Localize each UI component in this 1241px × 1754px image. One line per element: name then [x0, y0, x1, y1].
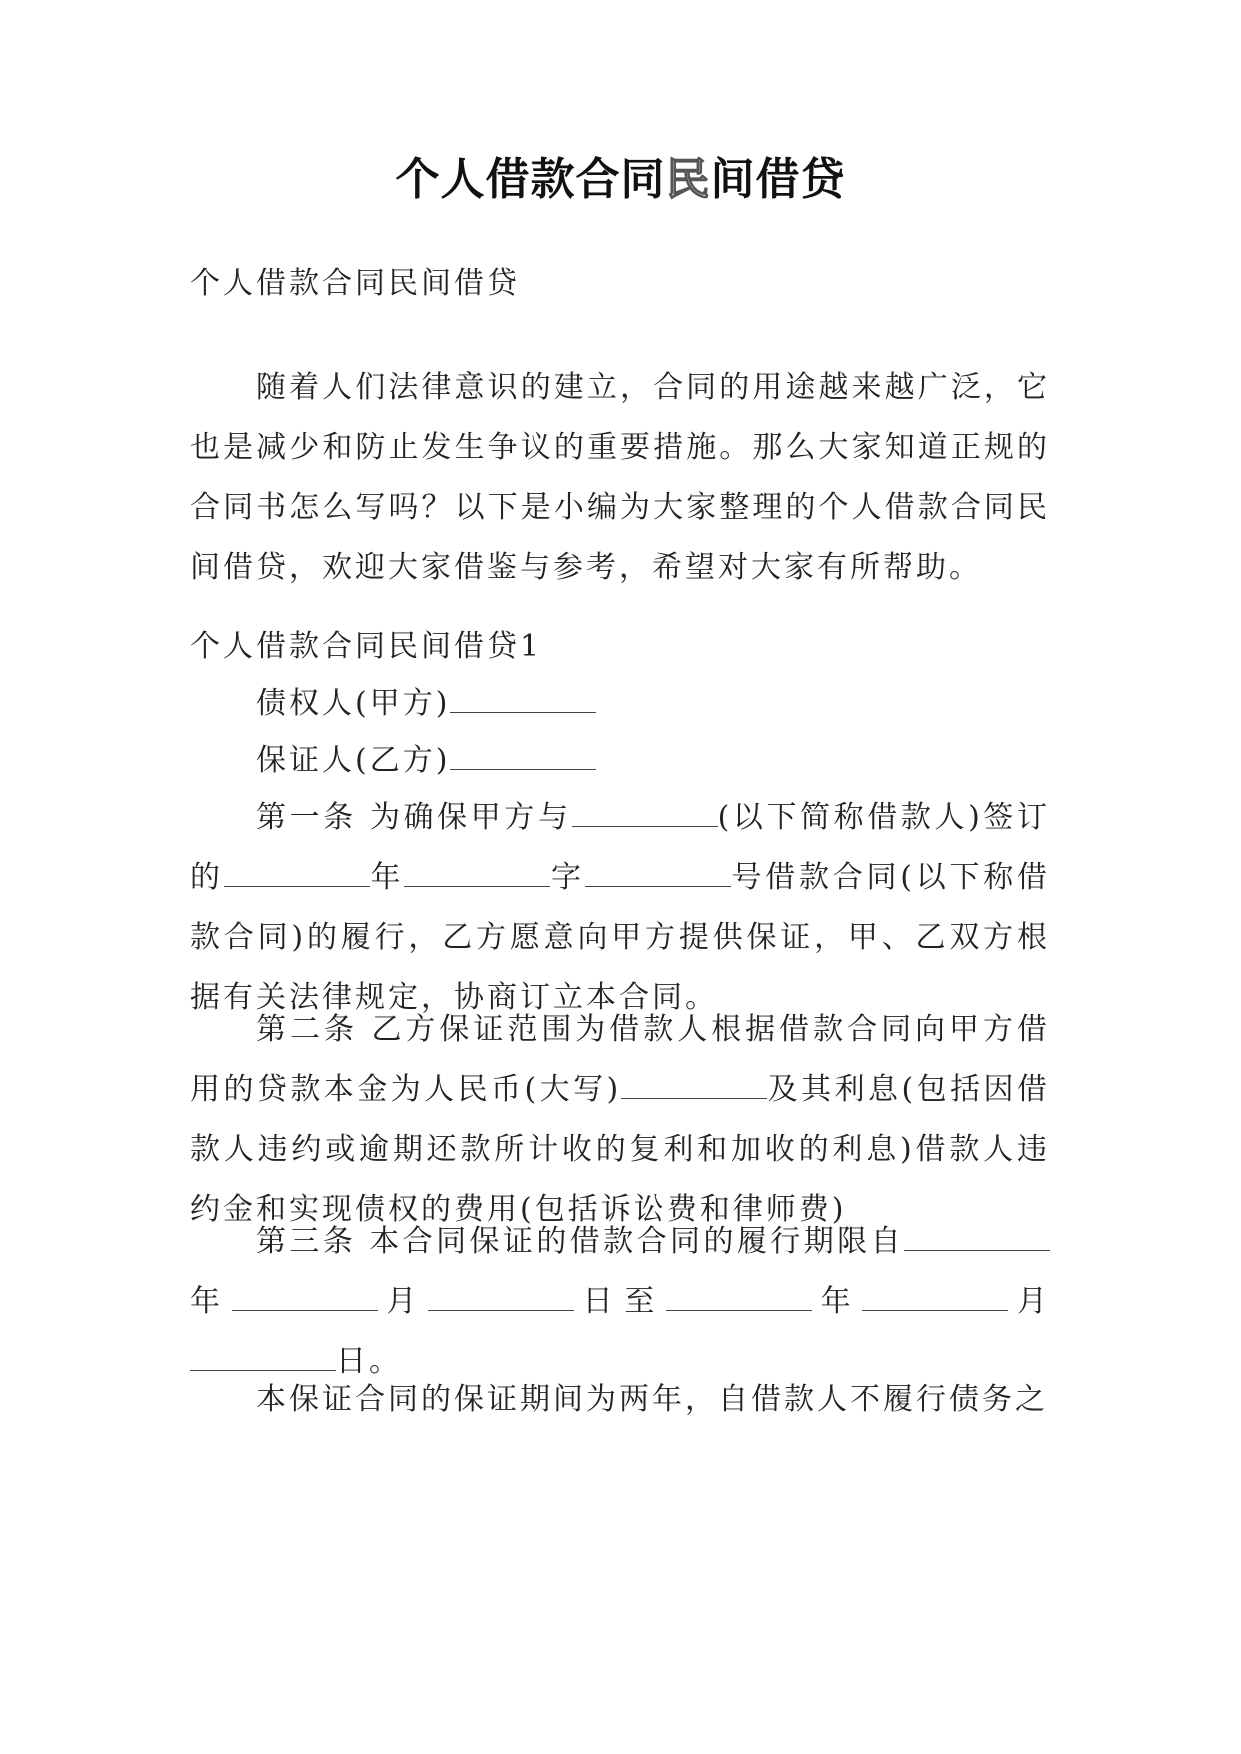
- intro-text: 随着人们法律意识的建立，合同的用途越来越广泛，它也是减少和防止发生争议的重要措施。那么大家知道正规的合同书怎么写吗？以下是小编为大家整理的个人借款合同民间借贷，欢迎大家借鉴与参考，希望对大家有所帮助。: [190, 370, 1050, 585]
- creditor-line: [190, 674, 1050, 734]
- article-1-blank-4: [585, 852, 731, 887]
- article-3: [190, 1212, 1050, 1392]
- article-3-blank-2: [232, 1276, 378, 1311]
- article-3-text-7: 日。: [336, 1344, 402, 1379]
- article-1-text-2: (以下简称借款人)签订的: [190, 800, 1050, 895]
- guarantor-blank: [450, 735, 596, 770]
- guarantee-period-text: 本保证合同的保证期间为两年，自借款人不履行债务之: [256, 1382, 1048, 1417]
- article-3-blank-3: [428, 1276, 574, 1311]
- article-1: [190, 788, 1050, 1028]
- article-3-text-4: 日至: [574, 1284, 667, 1319]
- article-3-text-5: 年: [812, 1284, 863, 1319]
- article-1-blank-3: [404, 852, 550, 887]
- article-3-blank-1: [904, 1216, 1050, 1251]
- document-title: [0, 150, 1241, 210]
- creditor-blank: [450, 678, 596, 713]
- article-3-text-3: 月: [377, 1284, 429, 1319]
- creditor-label: 债权人(甲方): [256, 686, 451, 721]
- article-2-blank-1: [621, 1064, 767, 1099]
- article-1-text-1: 第一条 为确保甲方与: [256, 800, 572, 835]
- article-2-text-1: 第二条 乙方保证范围为借款人根据借款合同向甲方借用的贷款本金为人民币(大写): [190, 1012, 1050, 1107]
- section-heading: [190, 617, 1050, 677]
- subtitle-text: 个人借款合同民间借贷: [190, 266, 520, 301]
- article-3-text-2: 年: [190, 1284, 232, 1319]
- article-2: [190, 1000, 1050, 1240]
- article-3-text-1: 第三条 本合同保证的借款合同的履行期限自: [256, 1224, 904, 1259]
- guarantee-period-paragraph: [190, 1370, 1050, 1430]
- article-1-text-4: 字: [550, 860, 585, 895]
- article-3-blank-6: [190, 1336, 336, 1371]
- guarantor-label: 保证人(乙方): [256, 743, 451, 778]
- article-1-text-3: 年: [369, 860, 405, 895]
- guarantor-line: [190, 731, 1050, 791]
- title-text-part3: 间借贷: [710, 154, 846, 205]
- document-subtitle: [190, 254, 1050, 314]
- article-1-blank-1: [572, 792, 718, 827]
- article-2-text-2: 及其利息(包括因借款人违约或逾期还款所计收的复利和加收的利息)借款人违约金和实现债权的费用(包括诉讼费和律师费): [190, 1072, 1050, 1227]
- article-1-blank-2: [224, 852, 370, 887]
- title-text-part1: 个人借款合同: [395, 154, 666, 205]
- article-3-blank-4: [666, 1276, 812, 1311]
- section-heading-text: 个人借款合同民间借贷1: [190, 629, 543, 664]
- article-3-text-6: 月: [1008, 1284, 1051, 1319]
- intro-paragraph: [190, 358, 1050, 598]
- article-3-blank-5: [862, 1276, 1008, 1311]
- title-text-part2: 民: [665, 154, 711, 205]
- article-1-text-5: 号借款合同(以下称借款合同)的履行，乙方愿意向甲方提供保证，甲、乙双方根据有关法律规定，协商订立本合同。: [190, 860, 1051, 1015]
